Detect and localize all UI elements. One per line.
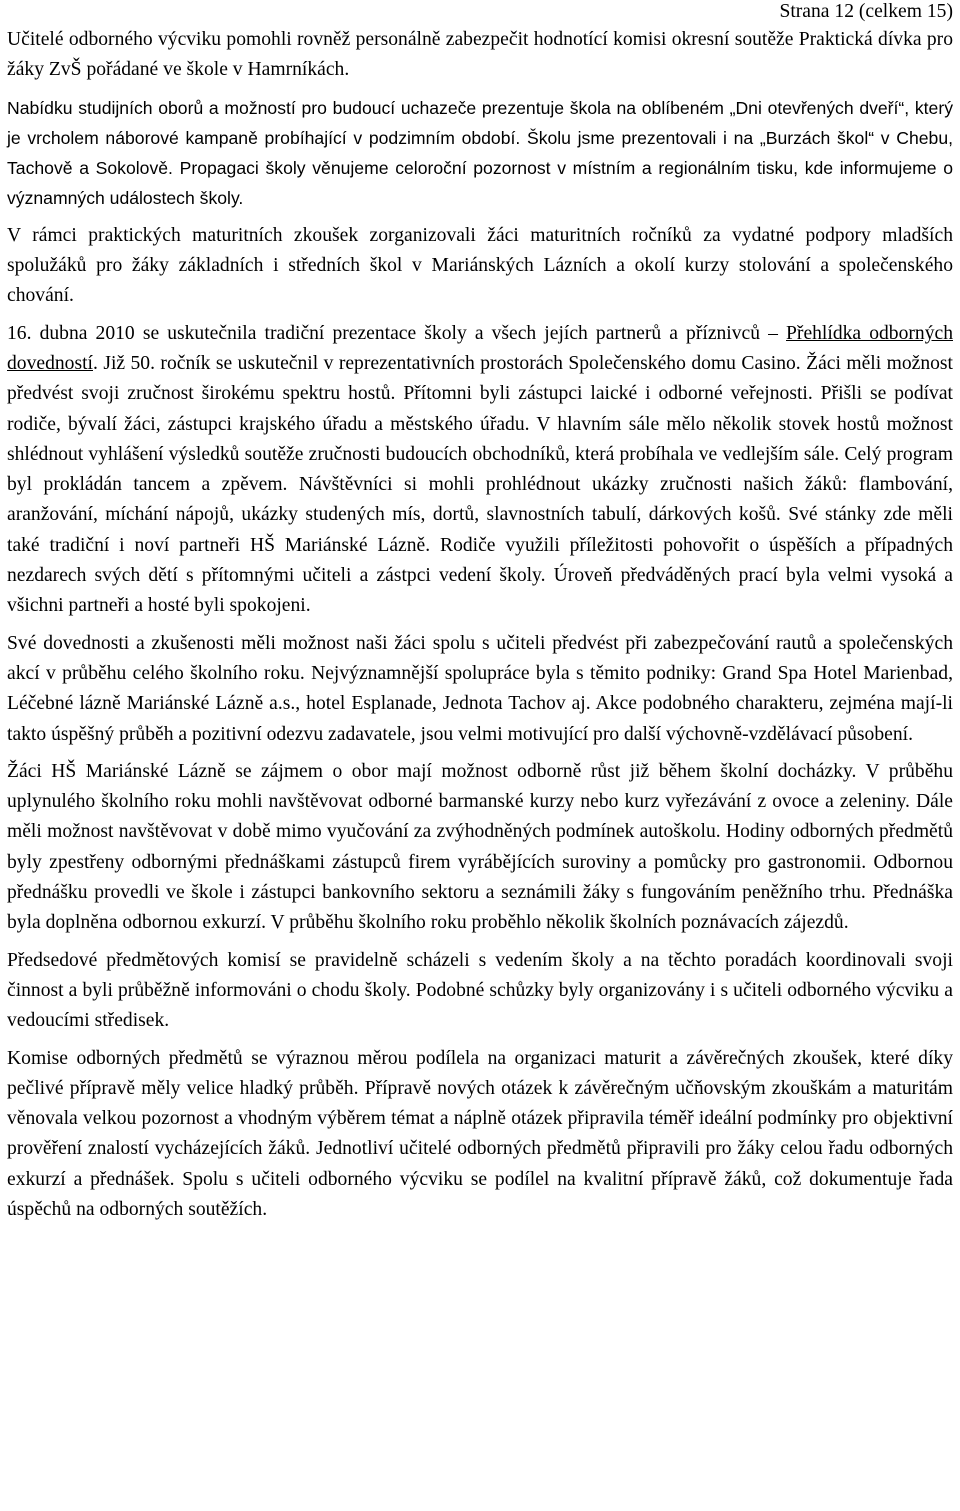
paragraph-etiquette-courses: V rámci praktických maturitních zkoušek zorganizovali žáci maturitních ročníků za vydatné podpory mladších spolužáků pro žáky základních i středních škol v Mariánských Lázních a okolí kurzy stolování a společenského chování. (7, 224, 953, 307)
paragraph-extra-courses: Žáci HŠ Mariánské Lázně se zájmem o obor mají možnost odborně růst již během školní docházky. V průběhu uplynulého školního roku mohli navštěvovat odborné barmanské kurzy nebo kurz vyřezávání z ovoce a zeleniny. Dále měli možnost navštěvovat v době mimo vyučování za zvýhodněných podmínek autoškolu. Hodiny odborných předmětů byly zpestřeny odbornými přednáškami zástupců firem vyrábějících suroviny a pomůcky pro gastronomii. Odbornou přednášku provedli ve škole i zástupci bankovního sektoru a seznámili žáky s fungováním peněžního trhu. Přednáška byla doplněna odbornou exkurzí. V průběhu školního roku proběhlo několik školních poznávacích zájezdů. (7, 760, 953, 934)
paragraph-exams: Komise odborných předmětů se výraznou měrou podílela na organizaci maturit a závěrečných zkoušek, které díky pečlivé přípravě měly velice hladký průběh. Přípravě nových otázek k závěrečným učňovským zkouškám a maturitám věnovala velkou pozornost a vhodným výběrem témat a náplně otázek připravila téměř ideální podmínky pro objektivní prověření znalostí vycházejících žáků. Jednotliví učitelé odborných předmětů připravili pro žáky celou řadu odborných exkurzí a přednášek. Spolu s učiteli odborného výcviku se podílel na kvalitní přípravě žáků, což dokumentuje řada úspěchů na odborných soutěžích. (7, 1047, 953, 1220)
paragraph-catering-events: Své dovednosti a zkušenosti měli možnost naši žáci spolu s učiteli předvést při zabezpečování rautů a společenských akcí v průběhu celého školního roku. Nejvýznamnější spolupráce byla s těmito podniky: Grand Spa Hotel Marienbad, Léčebné lázně Mariánské Lázně a.s., hotel Esplanade, Jednota Tachov aj. Akce podobného charakteru, zejména mají-li takto úspěšný průběh a pozitivní odezvu zadavatele, jsou velmi motivující pro další výchovně-vzdělávací působení. (7, 632, 953, 745)
skills-show-details: . Již 50. ročník se uskutečnil v reprezentativních prostorách Společenského domu Casino. Žáci měli možnost předvést svoji zručnost širokému spektru hostů. Přítomni byli zástupci laické i odborné veřejnosti. Přišli se podívat rodiče, bývalí žáci, zástupci krajského úřadu a městského úřadu. V hlavním sále mělo několik stovek hostů možnost shlédnout vyhlášení výsledků soutěže zručnosti budoucích obchodníků, která probíhala ve vedlejším sále. Celý program byl prokládán tancem a zpěvem. Návštěvníci si mohli prohlédnout ukázky zručnosti našich žáků: flambování, aranžování, míchání nápojů, ukázky studených mís, dortů, slavnostních tabulí, dárkových košů. Své stánky zde měli také tradiční i noví partneři HŠ Mariánské Lázně. Rodiče využili příležitosti pohovořit o úspěších a případných nezdarech svých dětí s přítomnými učiteli a zástpci vedení školy. Úroveň předváděných prací byla velmi vysoká a všichni partneři a hosté byli spokojeni. (7, 352, 953, 617)
document-body (7, 25, 953, 1232)
paragraph-committee-meetings: Předsedové předmětových komisí se pravidelně scházeli s vedením školy a na těchto poradách koordinovali svoji činnost a byli průběžně informováni o chodu školy. Podobné schůzky byly organizovány i s učiteli odborného výcviku a vedoucími středisek. (7, 949, 953, 1032)
paragraph-evaluation-committee: Učitelé odborného výcviku pomohli rovněž personálně zabezpečit hodnotící komisi okresní soutěže Praktická dívka pro žáky ZvŠ pořádané ve škole v Hamrníkách. (7, 29, 953, 81)
skills-show-intro: 16. dubna 2010 se uskutečnila tradiční prezentace školy a všech jejích partnerů a příznivců – (7, 322, 787, 344)
skills-show-title: Přehlídka odborných dovedností (7, 322, 953, 374)
paragraph-skills-show (7, 319, 953, 622)
paragraph-open-day: Nabídku studijních oborů a možností pro budoucí uchazeče prezentuje škola na oblíbeném „Dni otevřených dveří“, který je vrcholem náborové kampaně probíhající v podzimním období. Školu jsme prezentovali i na „Burzách škol“ v Chebu, Tachově a Sokolově. Propagaci školy věnujeme celoroční pozornost v místním a regionálním tisku, kde informujeme o významných událostech školy. (7, 97, 953, 209)
page-number: Strana 12 (celkem 15) (779, 1, 953, 22)
